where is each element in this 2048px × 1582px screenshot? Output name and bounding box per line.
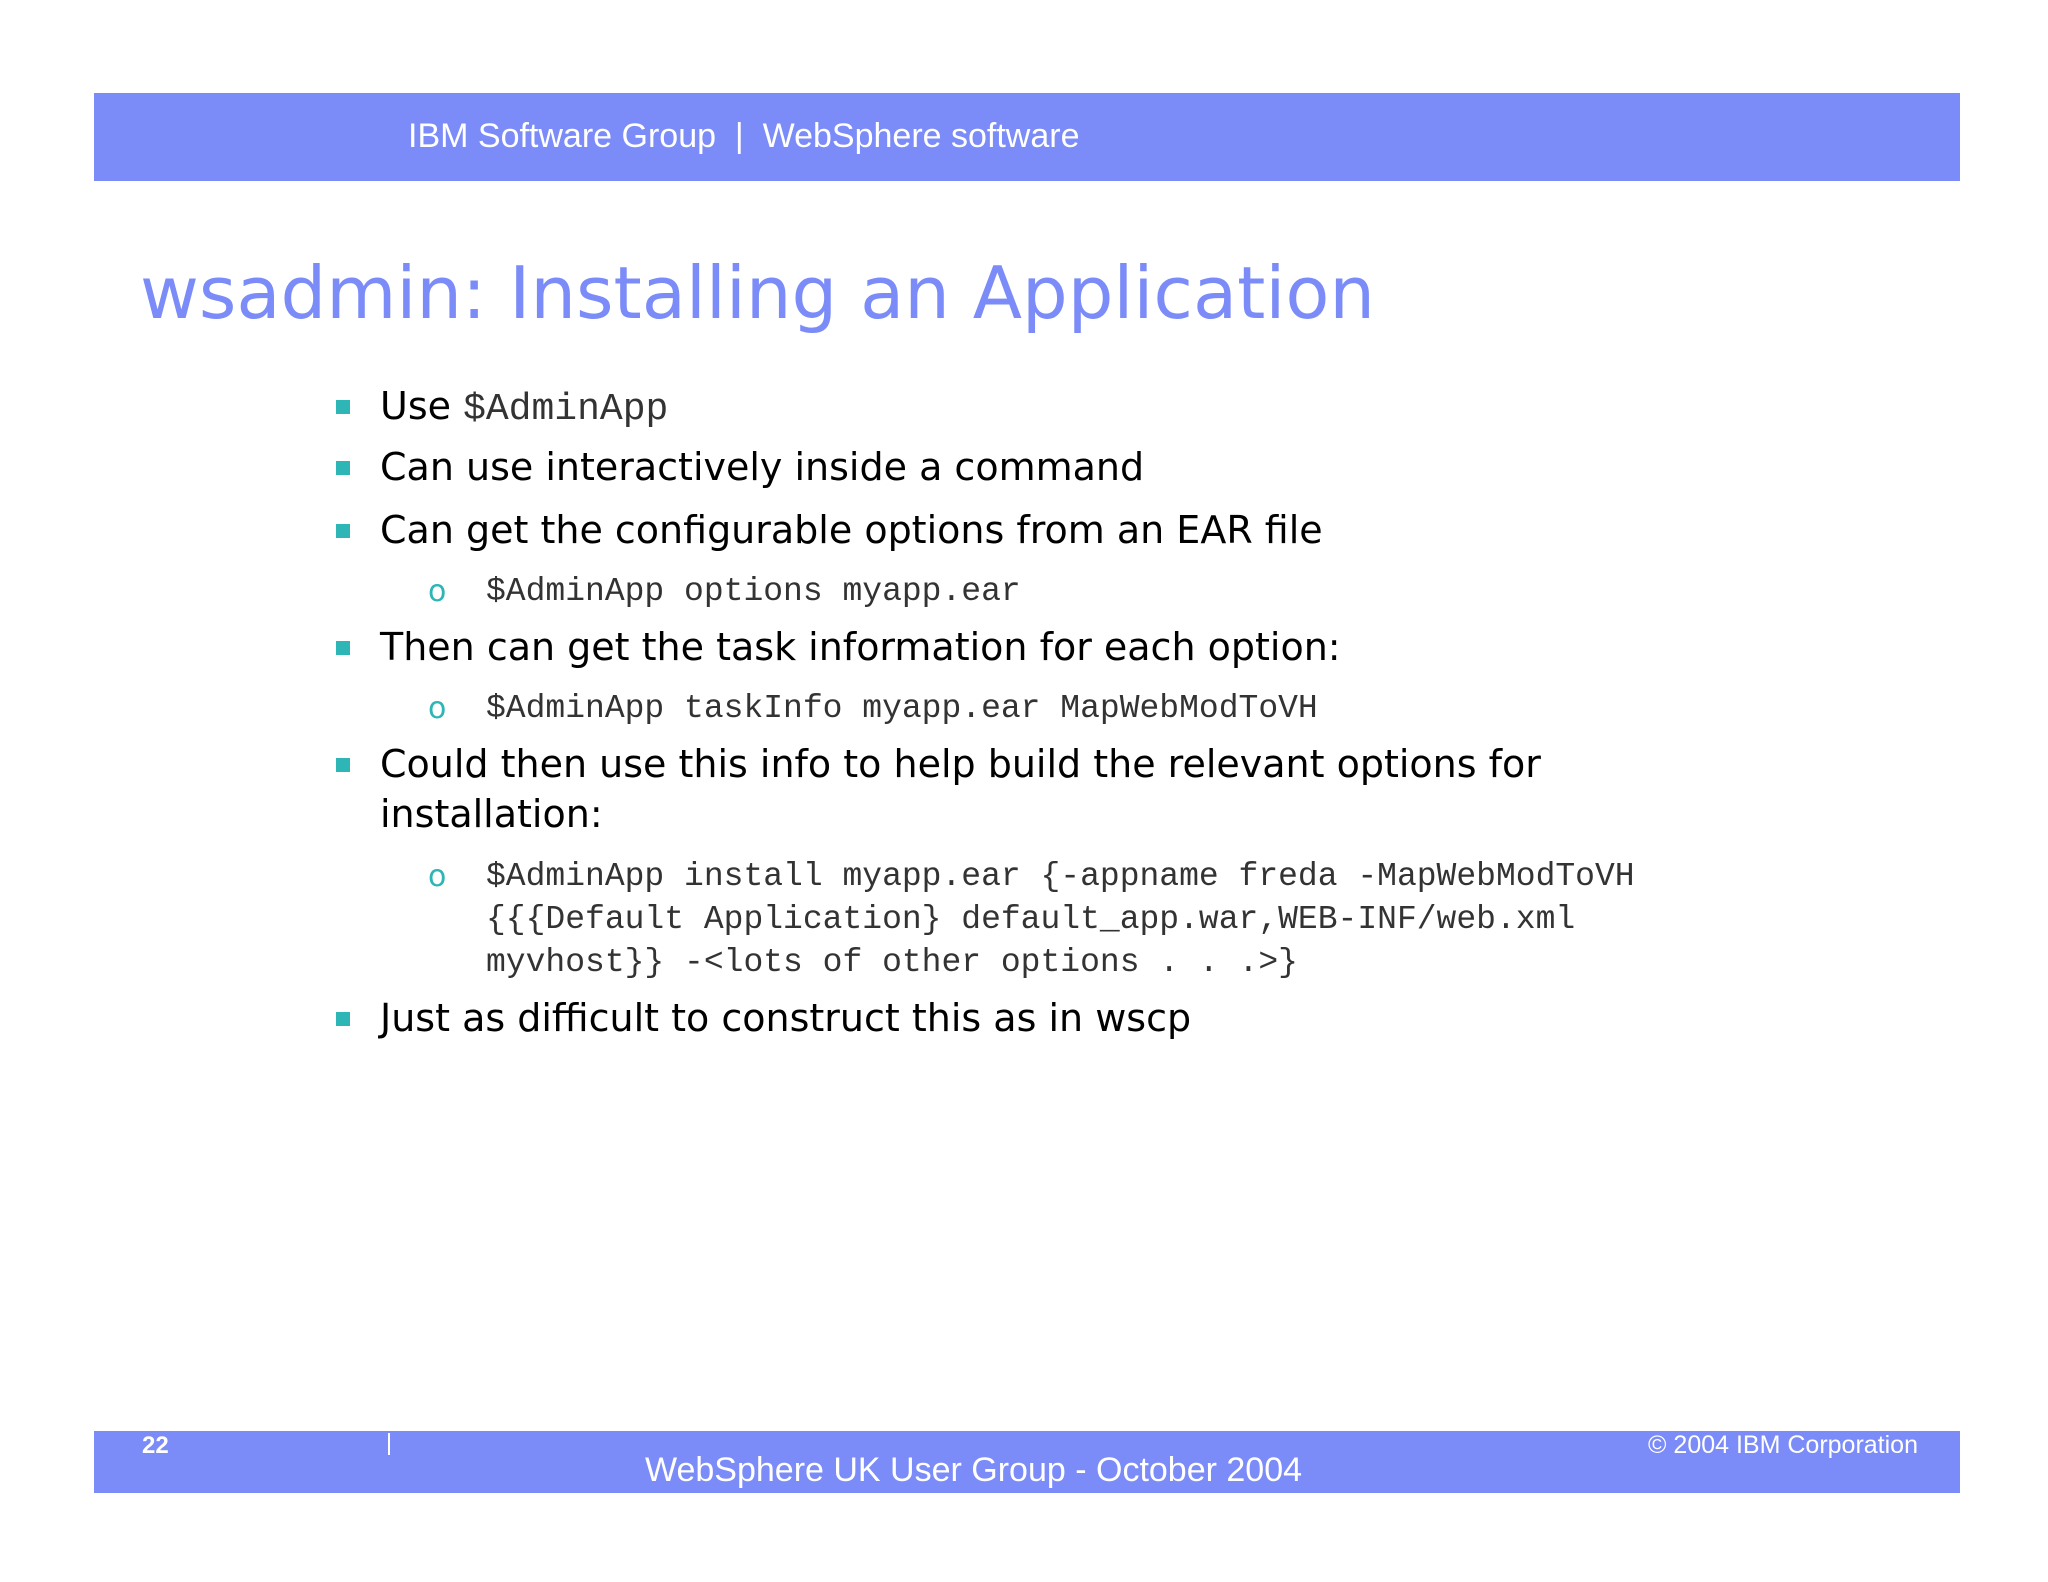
code-taskinfo: $AdminApp taskInfo myapp.ear MapWebModToVH <box>486 690 1318 727</box>
bullet-task-information: Then can get the task information for each option: <box>380 625 1341 669</box>
header-text: IBM Software Group | WebSphere software <box>408 117 1080 155</box>
bullet-marker <box>336 1012 350 1026</box>
page-number: 22 <box>142 1432 169 1459</box>
bullet-marker <box>336 461 350 475</box>
bullet-build-options-line2: installation: <box>380 792 603 836</box>
bullet-marker <box>336 400 350 414</box>
footer-divider <box>388 1433 390 1455</box>
code-options: $AdminApp options myapp.ear <box>486 573 1021 610</box>
sub-bullet-marker: o <box>428 574 447 609</box>
footer-event-text: WebSphere UK User Group - October 2004 <box>645 1451 1303 1489</box>
slide-title: wsadmin: Installing an Application <box>140 251 1376 335</box>
bullet-text: Use <box>380 384 464 428</box>
sub-bullet-marker: o <box>428 859 447 894</box>
bullet-interactive: Can use interactively inside a command <box>380 445 1145 489</box>
sub-bullet-marker: o <box>428 691 447 726</box>
bullet-configurable-options: Can get the configurable options from an EAR file <box>380 508 1323 552</box>
bullet-marker <box>336 524 350 538</box>
footer-copyright: © 2004 IBM Corporation <box>1648 1431 1918 1459</box>
bullet-use-adminapp <box>380 381 668 435</box>
bullet-difficult: Just as difficult to construct this as in wscp <box>380 996 1192 1040</box>
bullet-marker <box>336 758 350 772</box>
bullet-build-options-line1: Could then use this info to help build the relevant options for <box>380 742 1541 786</box>
bullet-marker <box>336 641 350 655</box>
inline-code: $AdminApp <box>463 388 669 431</box>
code-install: $AdminApp install myapp.ear {-appname freda -MapWebModToVH {{{Default Application} default_app.war,WEB-INF/web.xml myvhost}} -<lots of other options . . .>} <box>486 858 1635 981</box>
